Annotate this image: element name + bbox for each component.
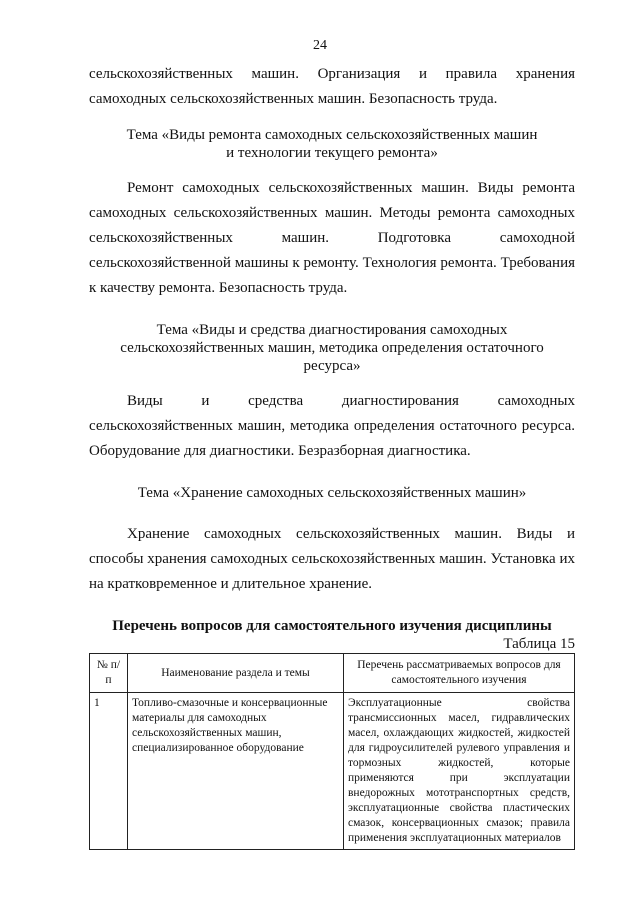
topic-heading-diagnostics xyxy=(89,321,575,375)
topic-heading-line: ресурса» xyxy=(303,358,361,374)
section-name-cell: Топливо-смазочные и консервационные материалы для самоходных сельскохозяйственных машин, специализированное оборудование xyxy=(128,693,344,850)
column-header-number: № п/п xyxy=(90,654,128,693)
topic-heading-line: Тема «Хранение самоходных сельскохозяйственных машин» xyxy=(137,485,527,501)
self-study-list-title: Перечень вопросов для самостоятельного изучения дисциплины xyxy=(112,618,552,634)
topic-heading-repair xyxy=(89,126,575,162)
self-study-table xyxy=(89,653,575,850)
column-header-section: Наименование раздела и темы xyxy=(128,654,344,693)
questions-cell: Эксплуатационные свойства трансмиссионных масел, гидравлических масел, охлаждающих жидкостей, жидкостей для гидроусилителей рулевого управления и тормозных жидкостей, которые применяются при эксплуатации внедорожных мототранспортных средств, эксплуатационные свойства пластических смазок, консервационных смазок; правила применения эксплуатационных материалов xyxy=(344,693,575,850)
topic-heading-line: Тема «Виды ремонта самоходных сельскохозяйственных машин xyxy=(126,127,538,143)
intro-paragraph: сельскохозяйственных машин. Организация и правила хранения самоходных сельскохозяйственных машин. Безопасность труда. xyxy=(89,66,575,107)
table-header-row xyxy=(90,654,575,693)
topic-heading-storage xyxy=(89,484,575,502)
table-row xyxy=(90,693,575,850)
document-body xyxy=(89,62,575,850)
topic-heading-line: и технологии текущего ремонта» xyxy=(226,145,438,161)
table-label: Таблица 15 xyxy=(503,636,575,652)
topic-heading-line: сельскохозяйственных машин, методика определения остаточного xyxy=(120,340,544,356)
section-paragraph-repair: Ремонт самоходных сельскохозяйственных машин. Виды ремонта самоходных сельскохозяйственных машин. Методы ремонта самоходных сельскохозяйственных машин. Подготовка самоходной сельскохозяйственной машины к ремонту. Технология ремонта. Требования к качеству ремонта. Безопасность труда. xyxy=(89,180,575,296)
topic-heading-line: Тема «Виды и средства диагностирования самоходных xyxy=(156,322,508,338)
row-number-cell: 1 xyxy=(90,693,128,850)
section-paragraph-storage: Хранение самоходных сельскохозяйственных машин. Виды и способы хранения самоходных сельскохозяйственных машин. Установка их на кратковременное и длительное хранение. xyxy=(89,526,575,592)
page-number: 24 xyxy=(313,38,327,53)
section-paragraph-diagnostics: Виды и средства диагностирования самоходных сельскохозяйственных машин, методика определения остаточного ресурса. Оборудование для диагностики. Безразборная диагностика. xyxy=(89,393,575,459)
column-header-questions: Перечень рассматриваемых вопросов для самостоятельного изучения xyxy=(344,654,575,693)
